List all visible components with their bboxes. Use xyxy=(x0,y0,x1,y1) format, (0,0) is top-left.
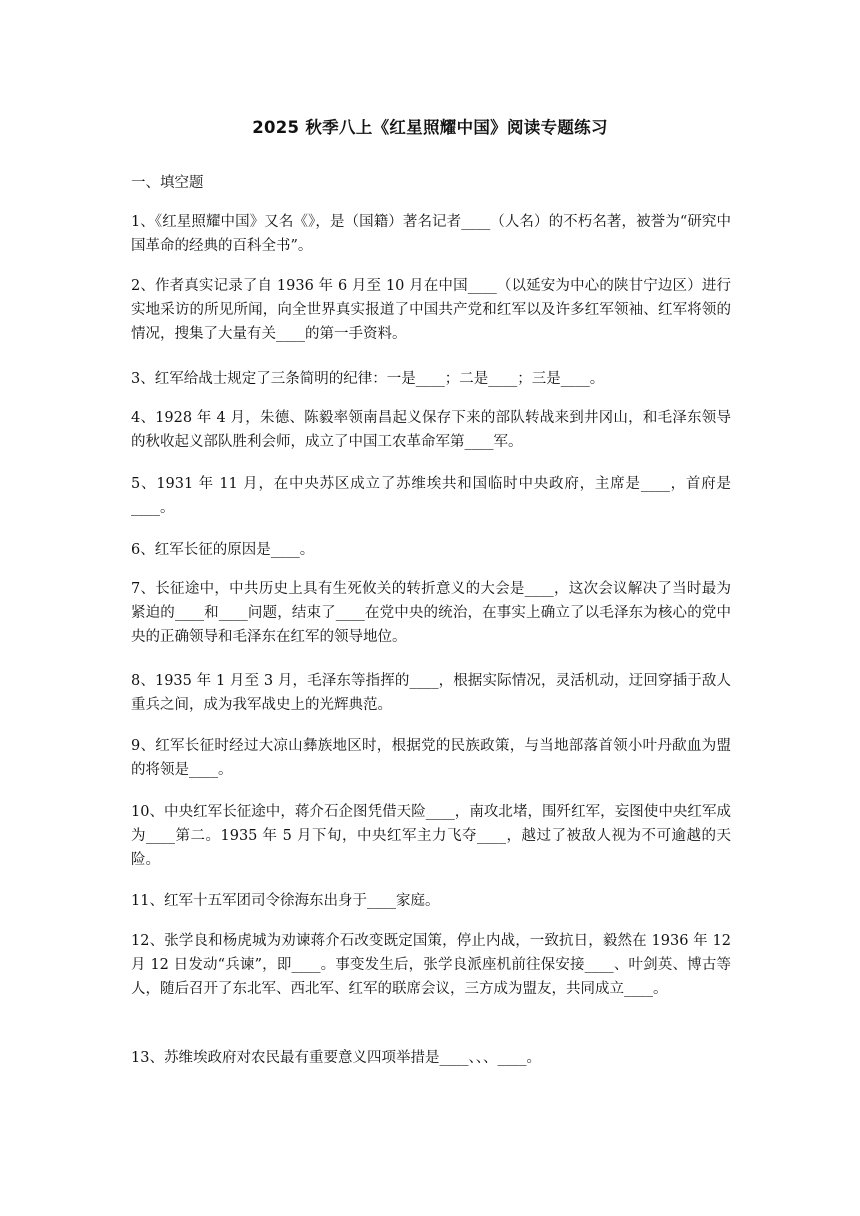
question-9 xyxy=(131,734,731,782)
section-heading: 一、填空题 xyxy=(131,175,204,191)
question-7 xyxy=(131,577,731,649)
question-12 xyxy=(131,929,731,1001)
question-text: 13、苏维埃政府对农民最有重要意义四项举措是____、、、____。 xyxy=(131,1050,541,1066)
question-text: 2、作者真实记录了自 1936 年 6 月至 10 月在中国____（以延安为中心的陕甘宁边区）进行实地采访的所见所闻，向全世界真实报道了中国共产党和红军以及许多红军领袖、红军将领的情况，搜集了大量有关____的第一手资料。 xyxy=(131,278,731,342)
question-text: 10、中央红军长征途中，蒋介石企图凭借天险____，南攻北堵，围歼红军，妄图使中央红军成为____第二。1935 年 5 月下旬，中央红军主力飞夺____，越过了被敌人视为不可逾越的天险。 xyxy=(131,804,731,868)
question-text: 1、《红星照耀中国》又名《》，是（国籍）著名记者____（人名）的不朽名著，被誉为“研究中国革命的经典的百科全书”。 xyxy=(131,214,731,254)
question-3 xyxy=(131,367,731,391)
question-5 xyxy=(131,472,731,520)
question-text: 5、1931 年 11 月，在中央苏区成立了苏维埃共和国临时中央政府，主席是____，首府是____。 xyxy=(131,476,731,516)
question-text: 4、1928 年 4 月，朱德、陈毅率领南昌起义保存下来的部队转战来到井冈山，和毛泽东领导的秋收起义部队胜利会师，成立了中国工农革命军第____军。 xyxy=(131,410,731,450)
question-8 xyxy=(131,669,731,717)
document-title: 2025 秋季八上《红星照耀中国》阅读专题练习 xyxy=(252,118,608,137)
question-1 xyxy=(131,210,731,258)
question-2 xyxy=(131,274,731,346)
question-text: 3、红军给战士规定了三条简明的纪律：一是____；二是____；三是____。 xyxy=(131,371,605,387)
question-10 xyxy=(131,800,731,872)
question-11 xyxy=(131,889,731,913)
question-text: 9、红军长征时经过大凉山彝族地区时，根据党的民族政策，与当地部落首领小叶丹歃血为盟的将领是____。 xyxy=(131,738,731,778)
question-text: 7、长征途中，中共历史上具有生死攸关的转折意义的大会是____，这次会议解决了当时最为紧迫的____和____问题，结束了____在党中央的统治，在事实上确立了以毛泽东为核心的党中央的正确领导和毛泽东在红军的领导地位。 xyxy=(131,581,731,645)
question-13 xyxy=(131,1046,731,1070)
question-6 xyxy=(131,538,731,562)
question-text: 8、1935 年 1 月至 3 月，毛泽东等指挥的____，根据实际情况，灵活机动，迂回穿插于敌人重兵之间，成为我军战史上的光辉典范。 xyxy=(131,673,731,713)
question-4 xyxy=(131,406,731,454)
question-text: 6、红军长征的原因是____。 xyxy=(131,542,315,558)
question-text: 12、张学良和杨虎城为劝谏蒋介石改变既定国策，停止内战，一致抗日，毅然在 1936 年 12 月 12 日发动“兵谏”，即____。事变发生后，张学良派座机前往保安接____、叶剑英、博古等人，随后召开了东北军、西北军、红军的联席会议，三方成为盟友，共同成立____。 xyxy=(131,933,731,997)
question-text: 11、红军十五军团司令徐海东出身于____家庭。 xyxy=(131,893,440,909)
